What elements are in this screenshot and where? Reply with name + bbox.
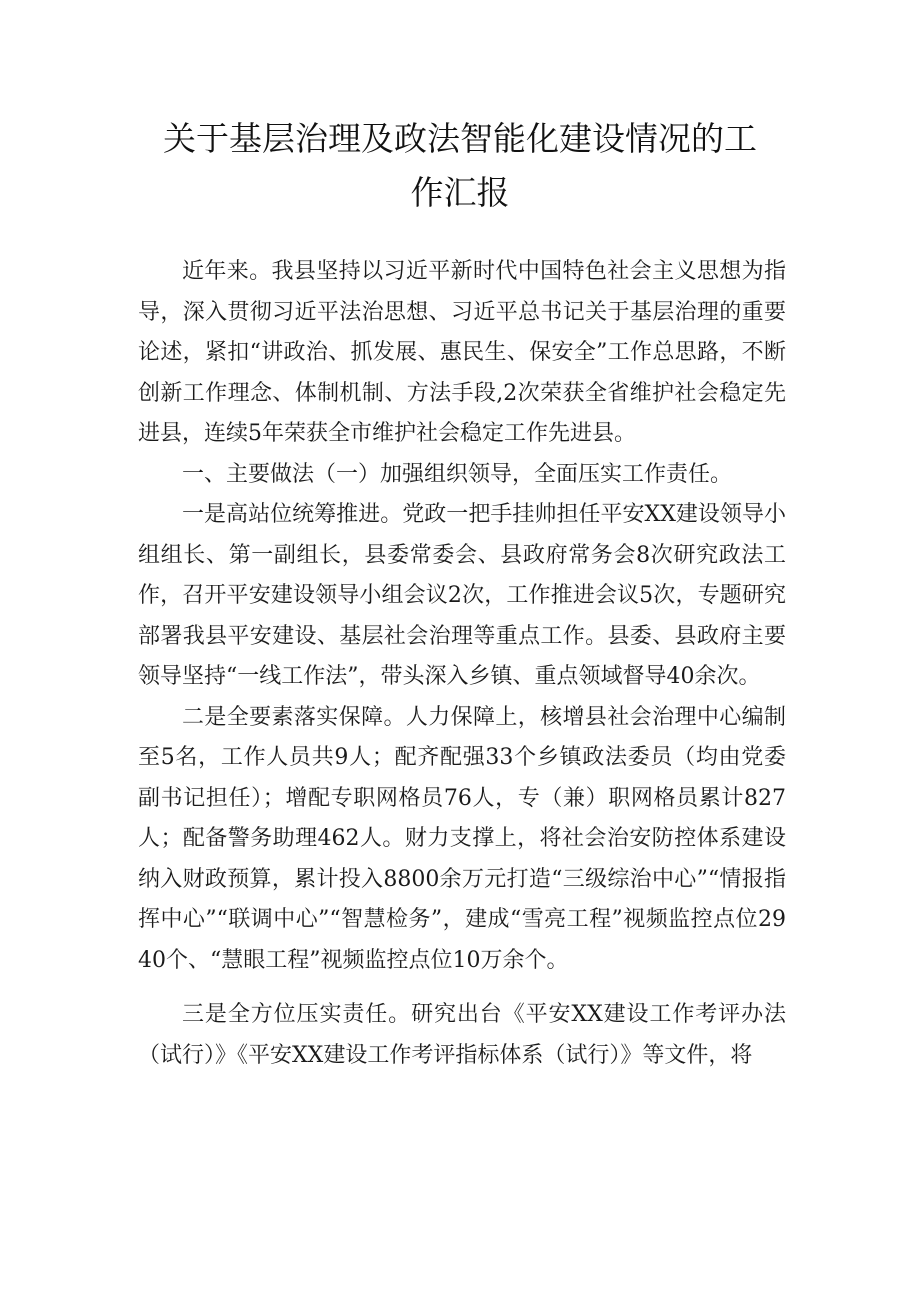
paragraph-section-heading: 一、主要做法（一）加强组织领导，全面压实工作责任。: [182, 461, 733, 487]
paragraph-point-two: 二是全要素落实保障。人力保障上，核增县社会治理中心编制至5名，工作人员共9人；配齐配强33个乡镇政法委员（均由党委副书记担任）；增配专职网格员76人，专（兼）职网格员累计827人；配备警务助理462人。财力支撑上，将社会治安防控体系建设纳入财政预算，累计投入8800余万元打造“三级综治中心”“情报指挥中心”“联调中心”“智慧检务”，建成“雪亮工程”视频监控点位2940个、“慧眼工程”视频监控点位10万余个。: [138, 704, 786, 973]
paragraph-point-one: 一是高站位统筹推进。党政一把手挂帅担任平安XX建设领导小组组长、第一副组长，县委常委会、县政府常务会8次研究政法工作，召开平安建设领导小组会议2次，工作推进会议5次，专题研究部署我县平安建设、基层社会治理等重点工作。县委、县政府主要领导坚持“一线工作法”，带头深入乡镇、重点领域督导40余次。: [138, 502, 786, 689]
document-body: [138, 252, 786, 1076]
paragraph-point-three: 三是全方位压实责任。研究出台《平安XX建设工作考评办法（试行）》《平安XX建设工作考评指标体系（试行）》等文件，将: [138, 1002, 786, 1068]
document-title: [150, 112, 770, 220]
title-line-2: 作汇报: [410, 173, 510, 212]
paragraph-intro: 近年来。我县坚持以习近平新时代中国特色社会主义思想为指导，深入贯彻习近平法治思想、习近平总书记关于基层治理的重要论述，紧扣“讲政治、抓发展、惠民生、保安全”工作总思路，不断创新工作理念、体制机制、方法手段,2次荣获全省维护社会稳定先进县，连续5年荣获全市维护社会稳定工作先进县。: [138, 259, 786, 446]
title-line-1: 关于基层治理及政法智能化建设情况的工: [163, 119, 757, 158]
